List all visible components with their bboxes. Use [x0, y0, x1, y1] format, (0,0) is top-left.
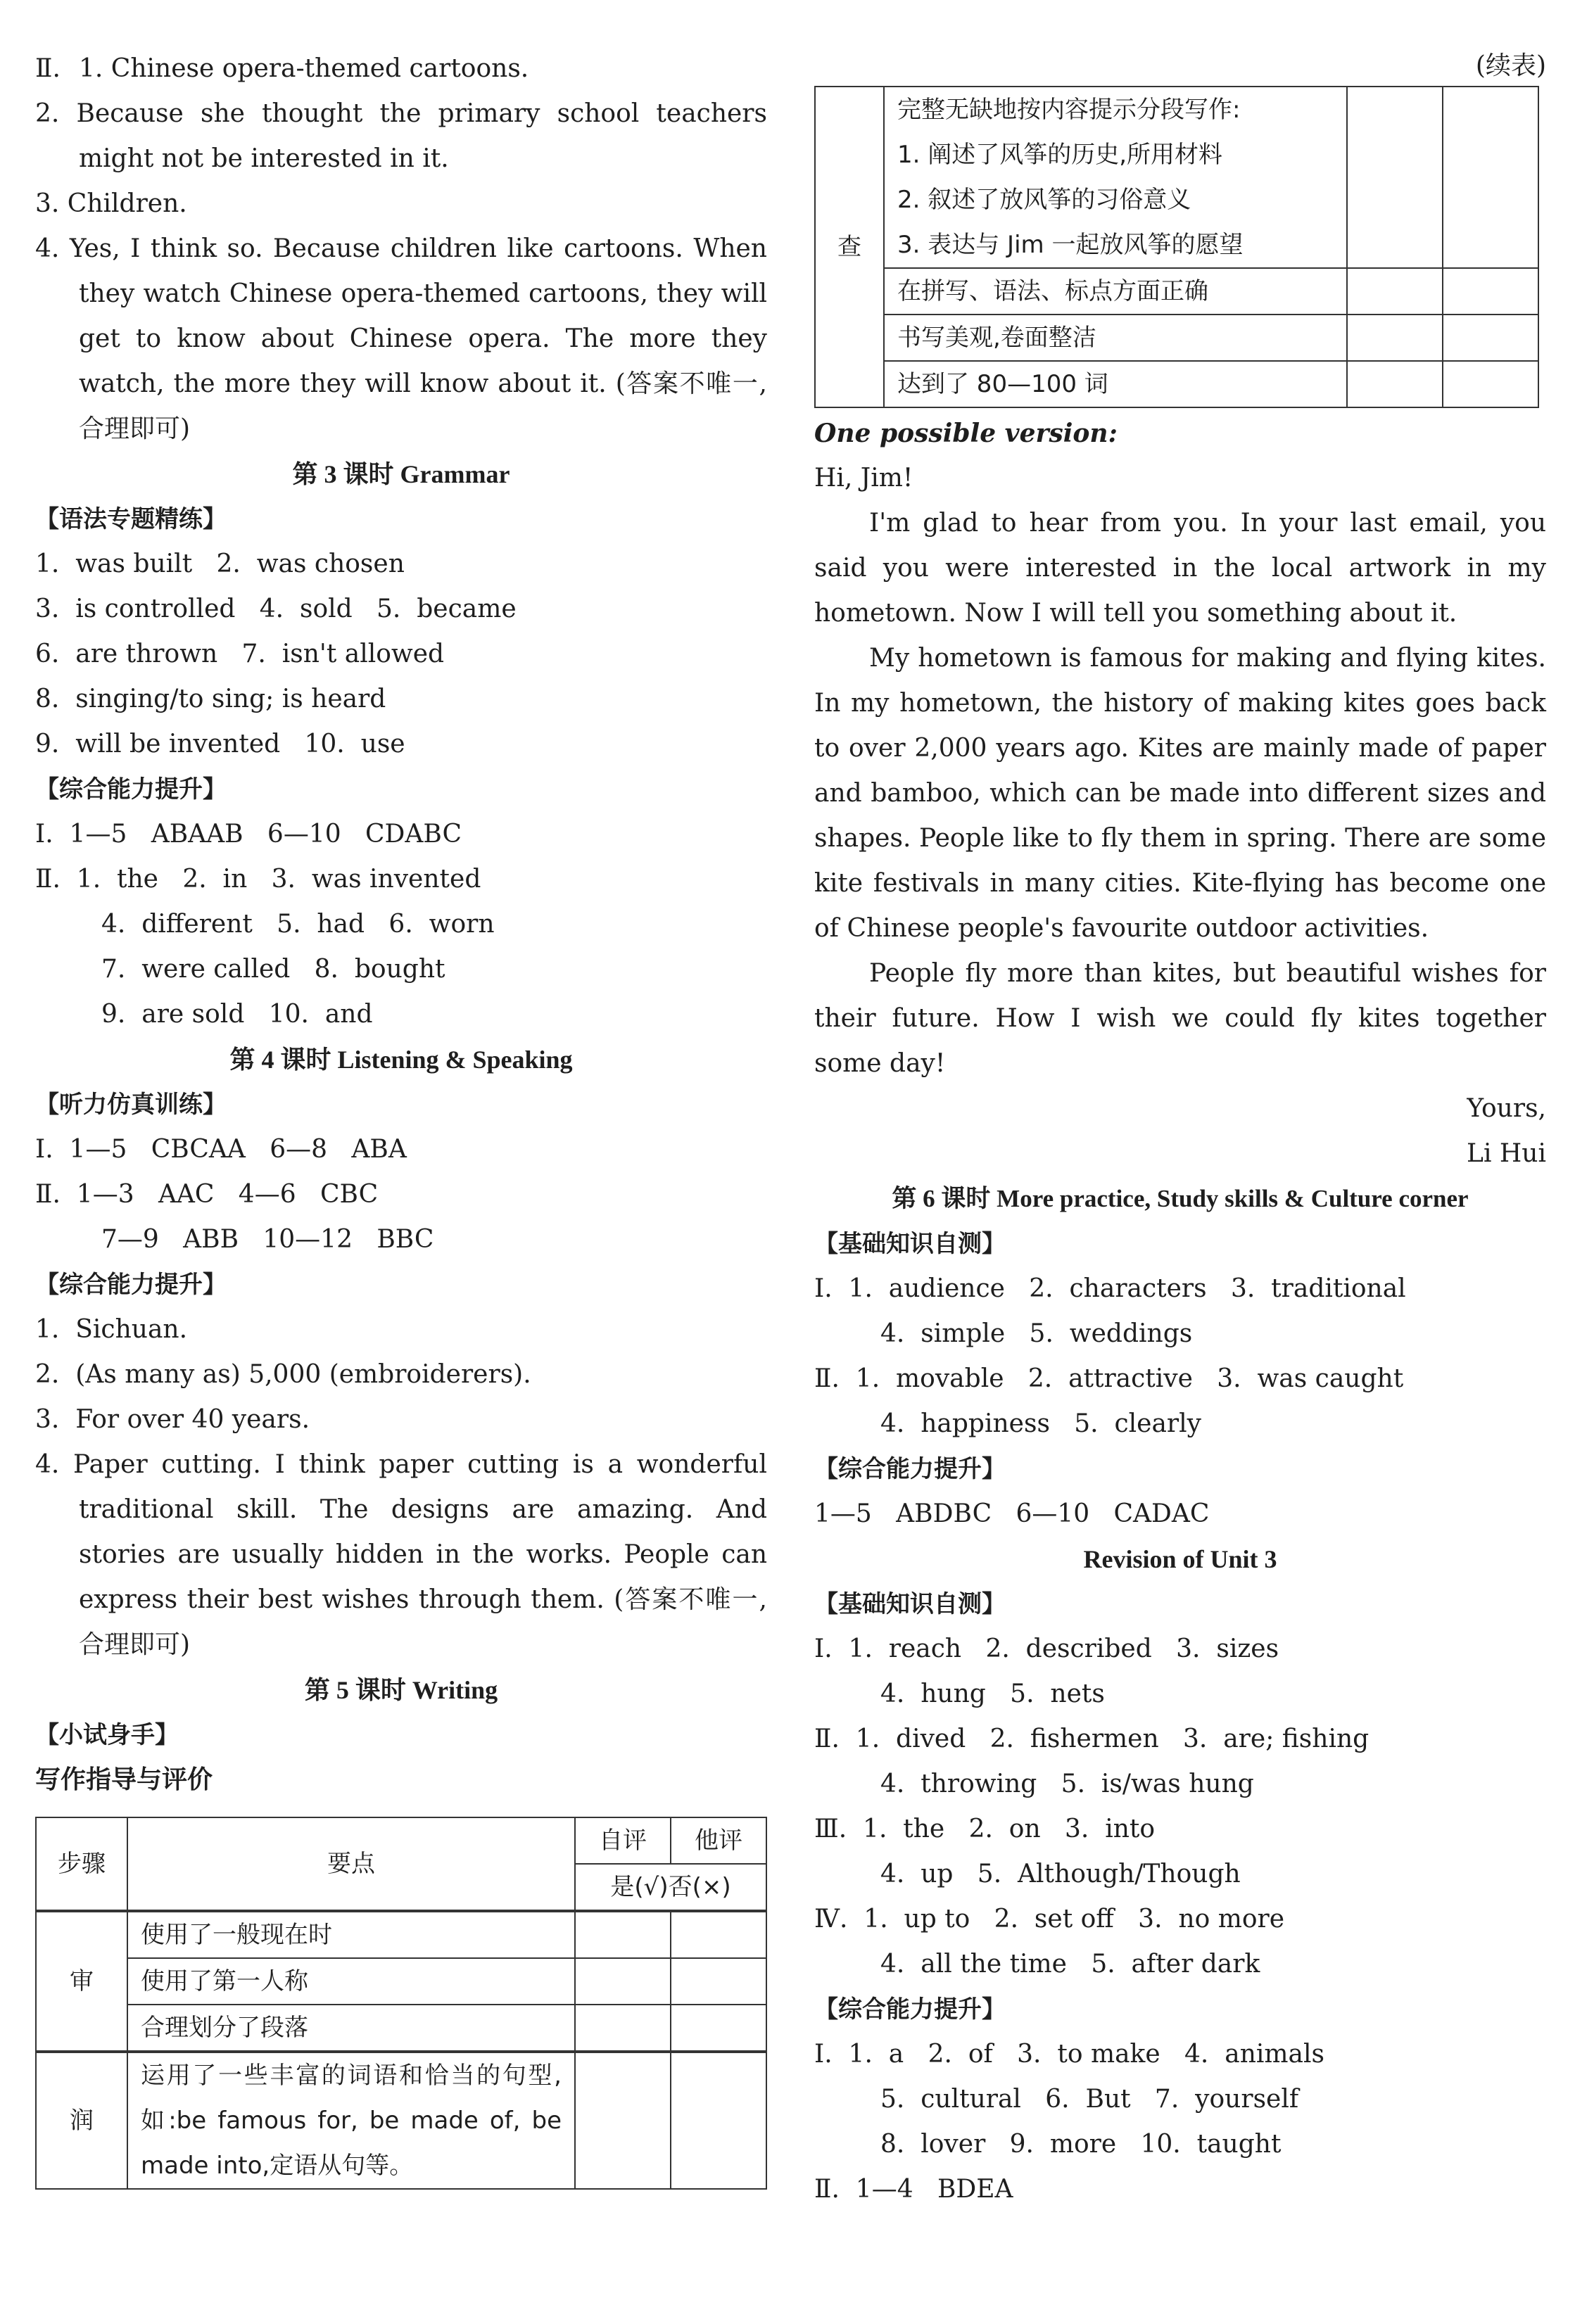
self-check-cell[interactable]	[575, 2052, 671, 2189]
grammar-line: 1. was built 2. was chosen	[35, 550, 405, 578]
basic1-line: 4. happiness 5. clearly	[880, 1409, 1201, 1438]
possible-version-label: One possible version:	[814, 419, 1118, 448]
letter-closing: Yours,	[1467, 1094, 1546, 1123]
other-check-cell[interactable]	[1443, 268, 1538, 315]
revision-line: 4. all the time 5. after dark	[880, 1950, 1260, 1979]
point-cell: 达到了 80—100 词	[884, 361, 1347, 407]
section-basic-2: 【基础知识自测】	[814, 1590, 1006, 1618]
lesson-6-title: 第 6 课时 More practice, Study skills & Culture corner	[892, 1185, 1469, 1212]
answer-ii-2: 2. Because she thought the primary school teachers might not be interested in it.	[35, 99, 767, 173]
basic1-line: Ⅱ. 1. movable 2. attractive 3. was caught	[814, 1364, 1404, 1393]
ability3-line: 1—5 ABDBC 6—10 CADAC	[814, 1499, 1210, 1528]
letter-signature: Li Hui	[1467, 1139, 1546, 1168]
section-ability-1: 【综合能力提升】	[35, 775, 227, 804]
grammar-line: 9. will be invented 10. use	[35, 730, 405, 758]
marker-ii: Ⅱ.	[35, 54, 61, 83]
basic1-line: Ⅰ. 1. audience 2. characters 3. traditional	[814, 1274, 1406, 1303]
ability1-line: 9. are sold 10. and	[101, 1000, 373, 1029]
writing-guide-table	[35, 1817, 767, 2190]
header-self: 自评	[575, 1817, 671, 1864]
ability1-line: Ⅰ. 1—5 ABAAB 6—10 CDABC	[35, 820, 462, 849]
revision-title: Revision of Unit 3	[1083, 1545, 1277, 1573]
right-column	[814, 51, 1546, 2212]
ability4-line: 5. cultural 6. But 7. yourself	[880, 2085, 1299, 2114]
point-cell: 使用了一般现在时	[127, 1911, 575, 1958]
lesson-5-title: 第 5 课时 Writing	[304, 1676, 498, 1704]
section-try: 【小试身手】	[35, 1721, 179, 1749]
letter-greeting: Hi, Jim!	[814, 464, 913, 493]
answer-ii-4: 4. Yes, I think so. Because children like cartoons. When they watch Chinese opera-themed cartoons, they will get to know about Chinese opera. The more they watch, the more they will know about it. (答案不唯一,合理即可)	[35, 234, 767, 443]
revision-line: 4. throwing 5. is/was hung	[880, 1770, 1254, 1798]
self-check-cell[interactable]	[1347, 361, 1443, 407]
lesson-4-title: 第 4 课时 Listening & Speaking	[229, 1046, 573, 1074]
letter-paragraph: My hometown is famous for making and flying kites. In my hometown, the history of making kites goes back to over 2,000 years ago. Kites are mainly made of paper and bamboo, which can be made into different sizes and shapes. People like to fly them in spring. There are some kite festivals in many cities. Kite-flying has become one of Chinese people's favourite outdoor activities.	[814, 644, 1546, 943]
revision-line: Ⅰ. 1. reach 2. described 3. sizes	[814, 1634, 1279, 1663]
ability1-line: 4. different 5. had 6. worn	[101, 910, 495, 939]
ability4-line: 8. lover 9. more 10. taught	[880, 2130, 1282, 2159]
point-cell: 在拼写、语法、标点方面正确	[884, 268, 1347, 315]
point-cell: 完整无缺地按内容提示分段写作: 1. 阐述了风筝的历史,所用材料 2. 叙述了放风筝的习俗意义 3. 表达与 Jim 一起放风筝的愿望	[884, 87, 1347, 268]
continued-label: (续表)	[1475, 51, 1546, 80]
answer-ii-1: Ⅱ. 1. Chinese opera-themed cartoons.	[35, 46, 767, 91]
guide-title: 写作指导与评价	[35, 1765, 213, 1794]
grammar-line: 6. are thrown 7. isn't allowed	[35, 640, 445, 668]
listening-line: 7—9 ABB 10—12 BBC	[101, 1225, 434, 1254]
revision-line: Ⅱ. 1. dived 2. fishermen 3. are; fishing	[814, 1725, 1370, 1753]
section-ability-2: 【综合能力提升】	[35, 1271, 227, 1299]
lesson-3-title: 第 3 课时 Grammar	[292, 460, 510, 488]
left-column	[35, 46, 767, 2190]
point-cell: 书写美观,卷面整洁	[884, 315, 1347, 361]
header-yesno: 是(√)否(×)	[575, 1864, 766, 1911]
header-point: 要点	[127, 1817, 575, 1911]
self-check-cell[interactable]	[1347, 268, 1443, 315]
self-check-cell[interactable]	[575, 1911, 671, 1958]
self-check-cell[interactable]	[1347, 87, 1443, 268]
ability2-item: 1. Sichuan.	[35, 1315, 188, 1344]
section-ability-3: 【综合能力提升】	[814, 1455, 1006, 1483]
ability2-item: 3. For over 40 years.	[35, 1405, 310, 1434]
header-step: 步骤	[36, 1817, 127, 1911]
revision-line: Ⅲ. 1. the 2. on 3. into	[814, 1815, 1156, 1843]
section-ability-4: 【综合能力提升】	[814, 1995, 1006, 2024]
step-run: 润	[36, 2052, 127, 2189]
section-basic-1: 【基础知识自测】	[814, 1230, 1006, 1258]
section-grammar-practice: 【语法专题精练】	[35, 505, 227, 533]
header-other: 他评	[671, 1817, 766, 1864]
self-check-cell[interactable]	[575, 1958, 671, 2005]
listening-line: Ⅱ. 1—3 AAC 4—6 CBC	[35, 1180, 379, 1209]
revision-line: 4. up 5. Although/Though	[880, 1860, 1241, 1888]
point-cell: 使用了第一人称	[127, 1958, 575, 2005]
revision-line: 4. hung 5. nets	[880, 1679, 1105, 1708]
ability4-line: Ⅱ. 1—4 BDEA	[814, 2175, 1013, 2204]
ability1-line: Ⅱ. 1. the 2. in 3. was invented	[35, 865, 481, 894]
grammar-line: 3. is controlled 4. sold 5. became	[35, 595, 517, 623]
listening-line: Ⅰ. 1—5 CBCAA 6—8 ABA	[35, 1135, 407, 1164]
step-cha: 查	[815, 87, 884, 407]
ability4-line: Ⅰ. 1. a 2. of 3. to make 4. animals	[814, 2040, 1324, 2069]
ability1-line: 7. were called 8. bought	[101, 955, 445, 984]
basic1-line: 4. simple 5. weddings	[880, 1319, 1193, 1348]
other-check-cell[interactable]	[671, 1911, 766, 1958]
ability2-item: 2. (As many as) 5,000 (embroiderers).	[35, 1360, 531, 1389]
step-shen: 审	[36, 1911, 127, 2052]
ability2-item: 4. Paper cutting. I think paper cutting is a wonderful traditional skill. The designs are amazing. And stories are usually hidden in the works. People can express their best wishes through them. (答案不唯一,合理即可)	[35, 1450, 767, 1659]
letter-paragraph: I'm glad to hear from you. In your last email, you said you were interested in the local artwork in my hometown. Now I will tell you something about it.	[814, 509, 1546, 628]
other-check-cell[interactable]	[1443, 87, 1538, 268]
self-check-cell[interactable]	[1347, 315, 1443, 361]
other-check-cell[interactable]	[671, 1958, 766, 2005]
other-check-cell[interactable]	[1443, 361, 1538, 407]
grammar-line: 8. singing/to sing; is heard	[35, 685, 386, 713]
letter-paragraph: People fly more than kites, but beautiful wishes for their future. How I wish we could fly kites together some day!	[814, 959, 1546, 1078]
answer-ii-3: 3. Children.	[35, 189, 187, 218]
revision-line: Ⅳ. 1. up to 2. set off 3. no more	[814, 1905, 1285, 1934]
point-cell: 合理划分了段落	[127, 2005, 575, 2052]
writing-guide-table-continued	[814, 86, 1539, 408]
section-listening: 【听力仿真训练】	[35, 1091, 227, 1119]
other-check-cell[interactable]	[1443, 315, 1538, 361]
point-cell: 运用了一些丰富的词语和恰当的句型,如:be famous for, be made of, be made into,定语从句等。	[127, 2052, 575, 2189]
other-check-cell[interactable]	[671, 2052, 766, 2189]
other-check-cell[interactable]	[671, 2005, 766, 2052]
self-check-cell[interactable]	[575, 2005, 671, 2052]
